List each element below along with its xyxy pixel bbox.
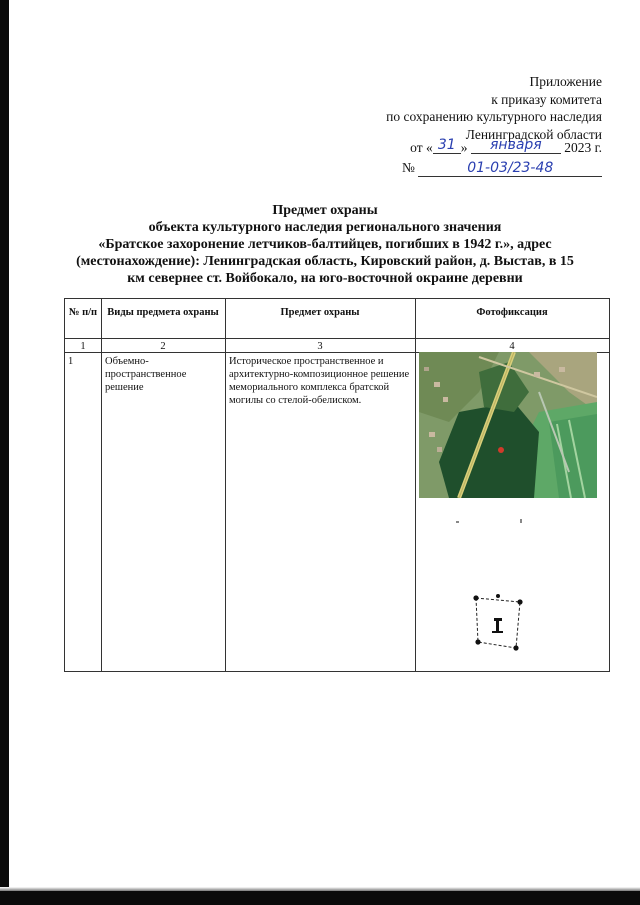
faint-mark — [456, 521, 459, 523]
table-divider — [101, 299, 102, 671]
scan-edge-bottom — [0, 891, 640, 905]
date-year: 2023 г. — [564, 140, 602, 155]
date-middle: » — [460, 140, 468, 155]
header-type: Виды предмета охраны — [107, 307, 219, 318]
date-month: января — [471, 137, 561, 154]
col-number: 1 — [80, 341, 86, 352]
header-photo: Фотофиксация — [476, 307, 548, 318]
appendix-header — [302, 73, 602, 143]
header-subject: Предмет охраны — [280, 307, 360, 318]
title-line: км севернее ст. Войбокало, на юго-восточной окраине деревни — [127, 271, 523, 286]
table-divider — [415, 299, 416, 671]
appendix-line: к приказу комитета — [491, 91, 602, 107]
title-line: объекта культурного наследия регионального значения — [148, 220, 502, 235]
title-line: Предмет охраны — [272, 203, 378, 218]
col-number: 2 — [160, 341, 166, 352]
order-date — [410, 137, 602, 157]
order-number — [402, 160, 602, 177]
title-line: (местонахождение): Ленинградская область, Кировский район, д. Выстав, в 15 — [76, 254, 574, 269]
number-value: 01-03/23-48 — [418, 160, 602, 177]
faint-mark — [520, 519, 522, 523]
appendix-line: Приложение — [529, 74, 602, 89]
table-divider — [65, 338, 609, 339]
appendix-line: по сохранению культурного наследия — [386, 109, 602, 124]
header-number: № п/п — [68, 307, 98, 318]
appendix-line: Ленинградской области — [465, 126, 602, 142]
col-number: 3 — [317, 341, 323, 352]
aerial-photo — [419, 352, 597, 498]
date-prefix: от « — [410, 140, 433, 155]
row-subject: Историческое пространственное и архитектурно-композиционное решение мемориального комплекса братской могилы со стелой-обелиском. — [229, 356, 410, 406]
row-type: Объемно-пространственное решение — [105, 356, 187, 393]
table-divider — [225, 299, 226, 671]
col-number: 4 — [509, 341, 515, 352]
date-day: 31 — [433, 137, 461, 154]
title-line: «Братское захоронение летчиков-балтийцев, погибших в 1942 г.», адрес — [98, 237, 552, 252]
document-title — [60, 202, 590, 287]
row-number: 1 — [68, 356, 74, 367]
number-prefix: № — [402, 160, 415, 175]
site-plan-scheme — [470, 592, 528, 654]
scan-edge-left — [0, 0, 9, 905]
